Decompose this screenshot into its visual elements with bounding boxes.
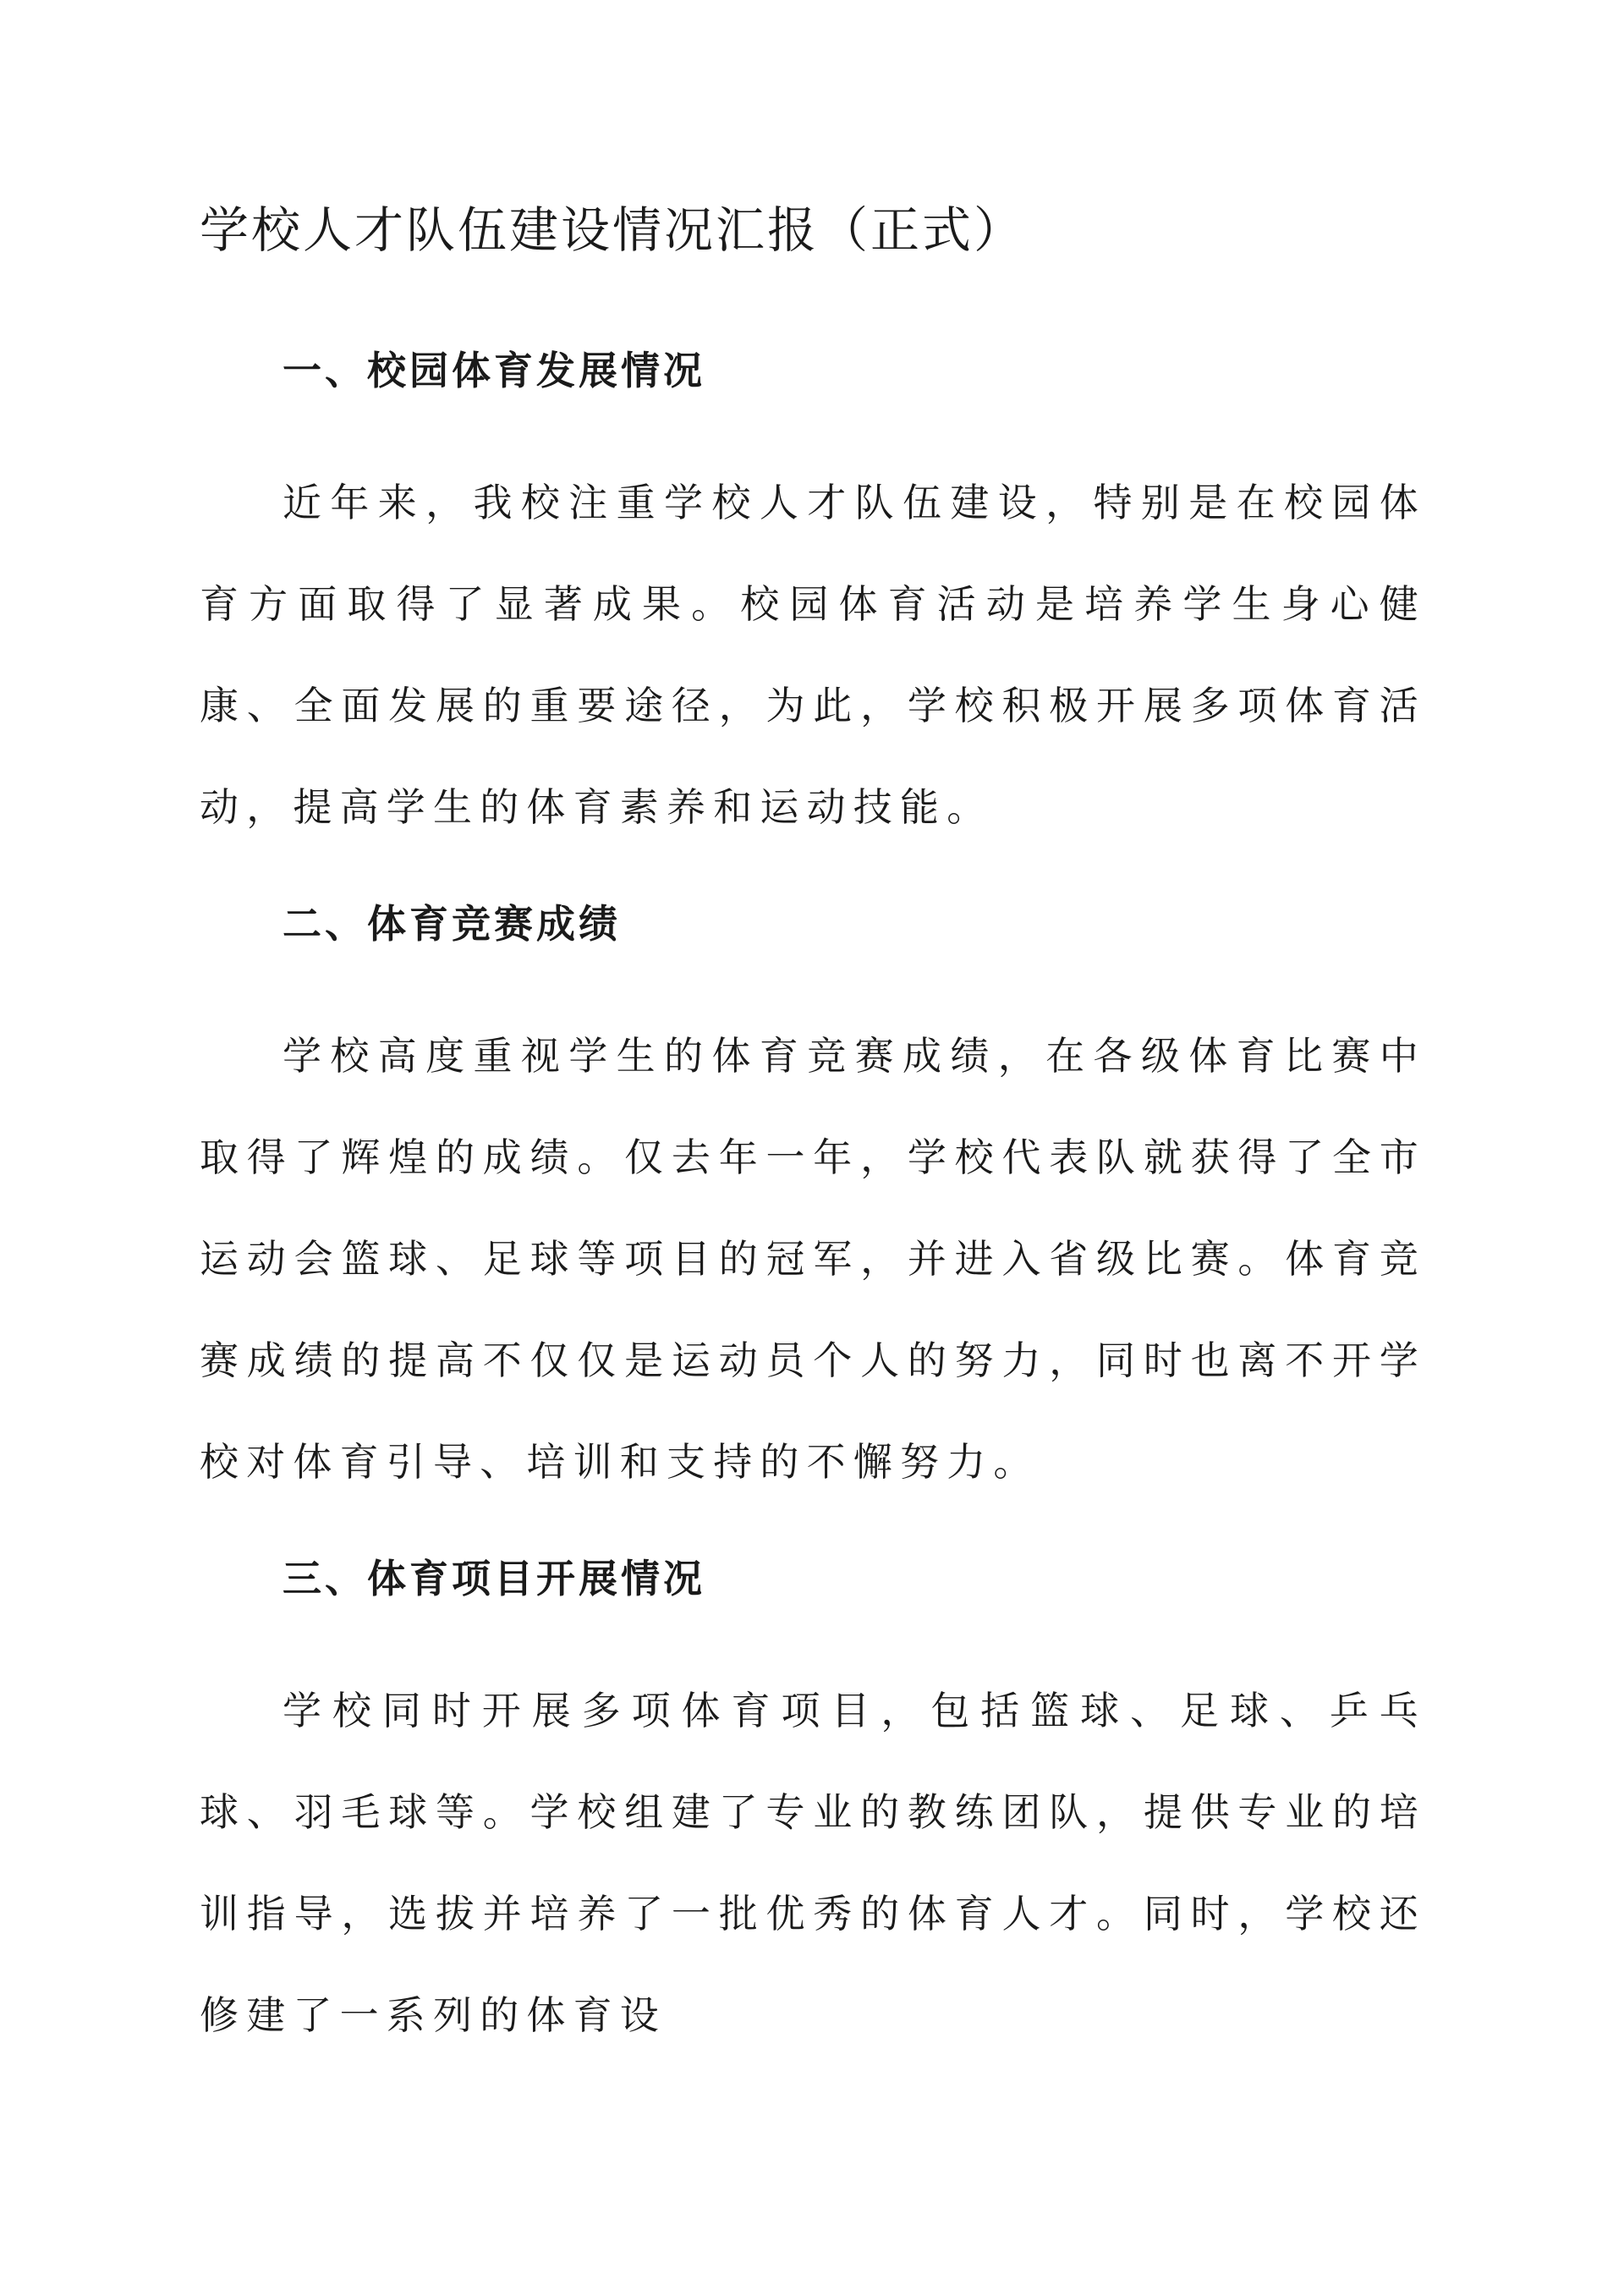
section-campus-sports-development: [200, 345, 1426, 858]
section-heading: 一、校园体育发展情况: [283, 348, 705, 393]
section-heading: 二、体育竞赛成绩: [283, 901, 621, 947]
document-title: 学校人才队伍建设情况汇报（正式）: [200, 201, 1026, 259]
section-paragraph: 学校同时开展多项体育项目，包括篮球、足球、乒乓球、羽毛球等。学校组建了专业的教练团队，提供专业的培训指导，选拔并培养了一批优秀的体育人才。同时，学校还修建了一系列的体育设: [200, 1688, 1426, 2038]
section-paragraph: 近年来，我校注重学校人才队伍建设，特别是在校园体育方面取得了显著成果。校园体育活动是培养学生身心健康、全面发展的重要途径，为此，学校积极开展多项体育活动，提高学生的体育素养和运动技能。: [200, 480, 1426, 830]
section-sports-competition-results: [200, 898, 1426, 1513]
section-heading: 三、体育项目开展情况: [283, 1556, 705, 1601]
section-paragraph: 学校高度重视学生的体育竞赛成绩，在各级体育比赛中取得了辉煌的成绩。仅去年一年，学校代表队就获得了全市运动会篮球、足球等项目的冠军，并进入省级比赛。体育竞赛成绩的提高不仅仅是运动员个人的努力，同时也离不开学校对体育引导、培训和支持的不懈努力。: [200, 1033, 1426, 1485]
section-sports-programs: [200, 1553, 1426, 2066]
